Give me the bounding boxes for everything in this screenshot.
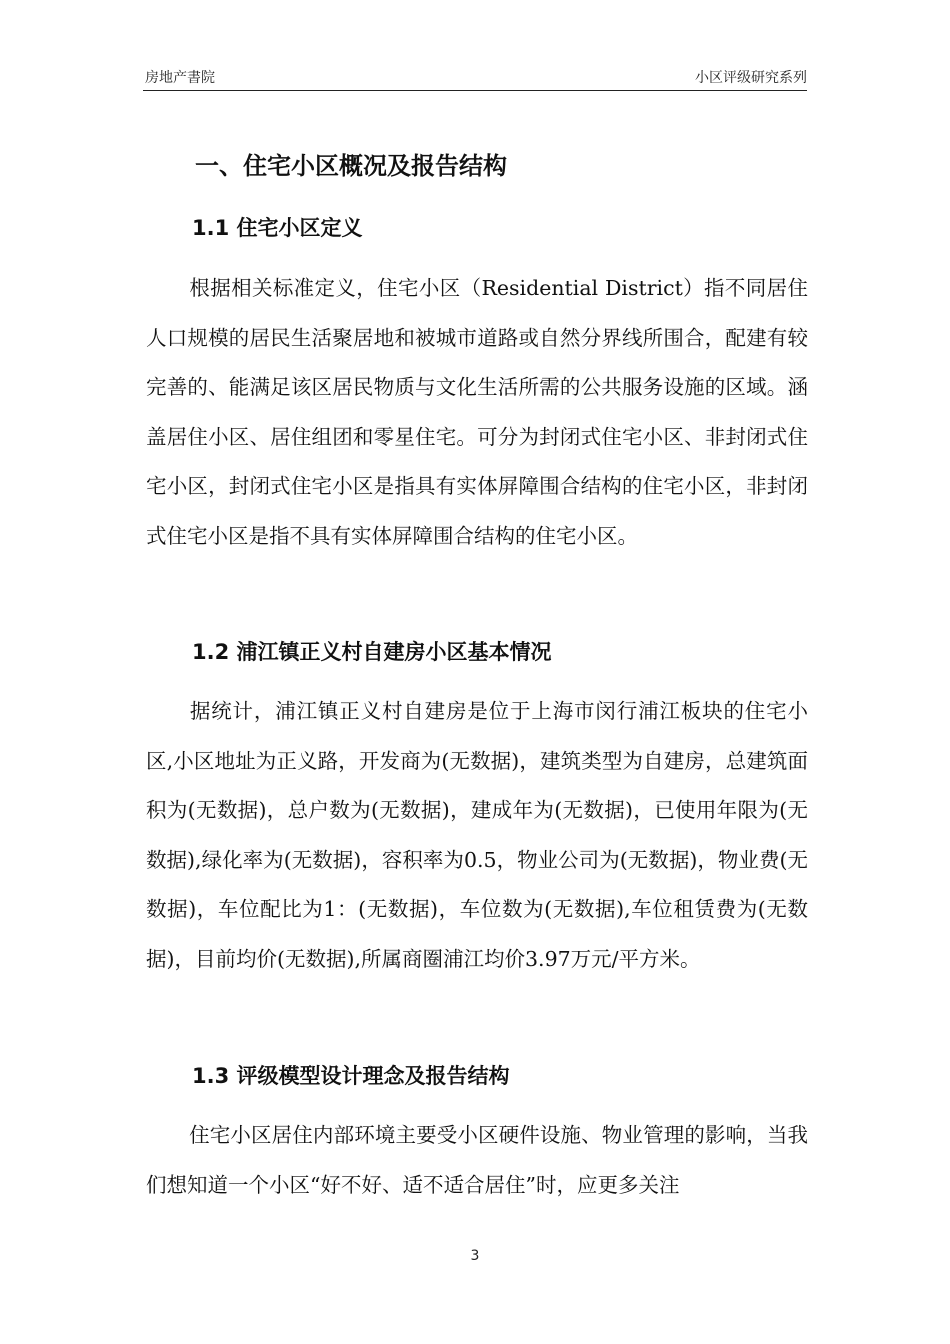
subsection-title-1-2: 1.2 浦江镇正义村自建房小区基本情况 [192,640,552,664]
page-number: 3 [470,1248,480,1264]
paragraph-model-design [146,1111,808,1210]
paragraph-model-design-text: 住宅小区居住内部环境主要受小区硬件设施、物业管理的影响，当我们想知道一个小区“好不好、适不适合居住”时，应更多关注 [146,1123,808,1197]
subsection-title-1-3: 1.3 评级模型设计理念及报告结构 [192,1064,510,1088]
subsection-title-1-1: 1.1 住宅小区定义 [192,216,363,240]
paragraph-basic-info [146,687,808,985]
paragraph-basic-info-text: 据统计，浦江镇正义村自建房是位于上海市闵行浦江板块的住宅小区,小区地址为正义路，开发商为(无数据)，建筑类型为自建房，总建筑面积为(无数据)，总户数为(无数据)，建成年为(无数据)，已使用年限为(无数据),绿化率为(无数据)，容积率为0.5，物业公司为(无数据)，物业费(无数据)，车位配比为1：(无数据)，车位数为(无数据),车位租赁费为(无数据)，目前均价(无数据),所属商圈浦江均价3.97万元/平方米。 [146,699,808,971]
paragraph-definition [146,264,808,562]
page-header [143,66,807,91]
paragraph-definition-text: 根据相关标准定义，住宅小区（Residential District）指不同居住人口规模的居民生活聚居地和被城市道路或自然分界线所围合，配建有较完善的、能满足该区居民物质与文化生活所需的公共服务设施的区域。涵盖居住小区、居住组团和零星住宅。可分为封闭式住宅小区、非封闭式住宅小区，封闭式住宅小区是指具有实体屏障围合结构的住宅小区，非封闭式住宅小区是指不具有实体屏障围合结构的住宅小区。 [146,276,808,548]
header-series-title: 小区评级研究系列 [695,70,807,86]
section-title: 一、住宅小区概况及报告结构 [195,152,507,180]
header-publisher: 房地产書院 [145,70,215,86]
